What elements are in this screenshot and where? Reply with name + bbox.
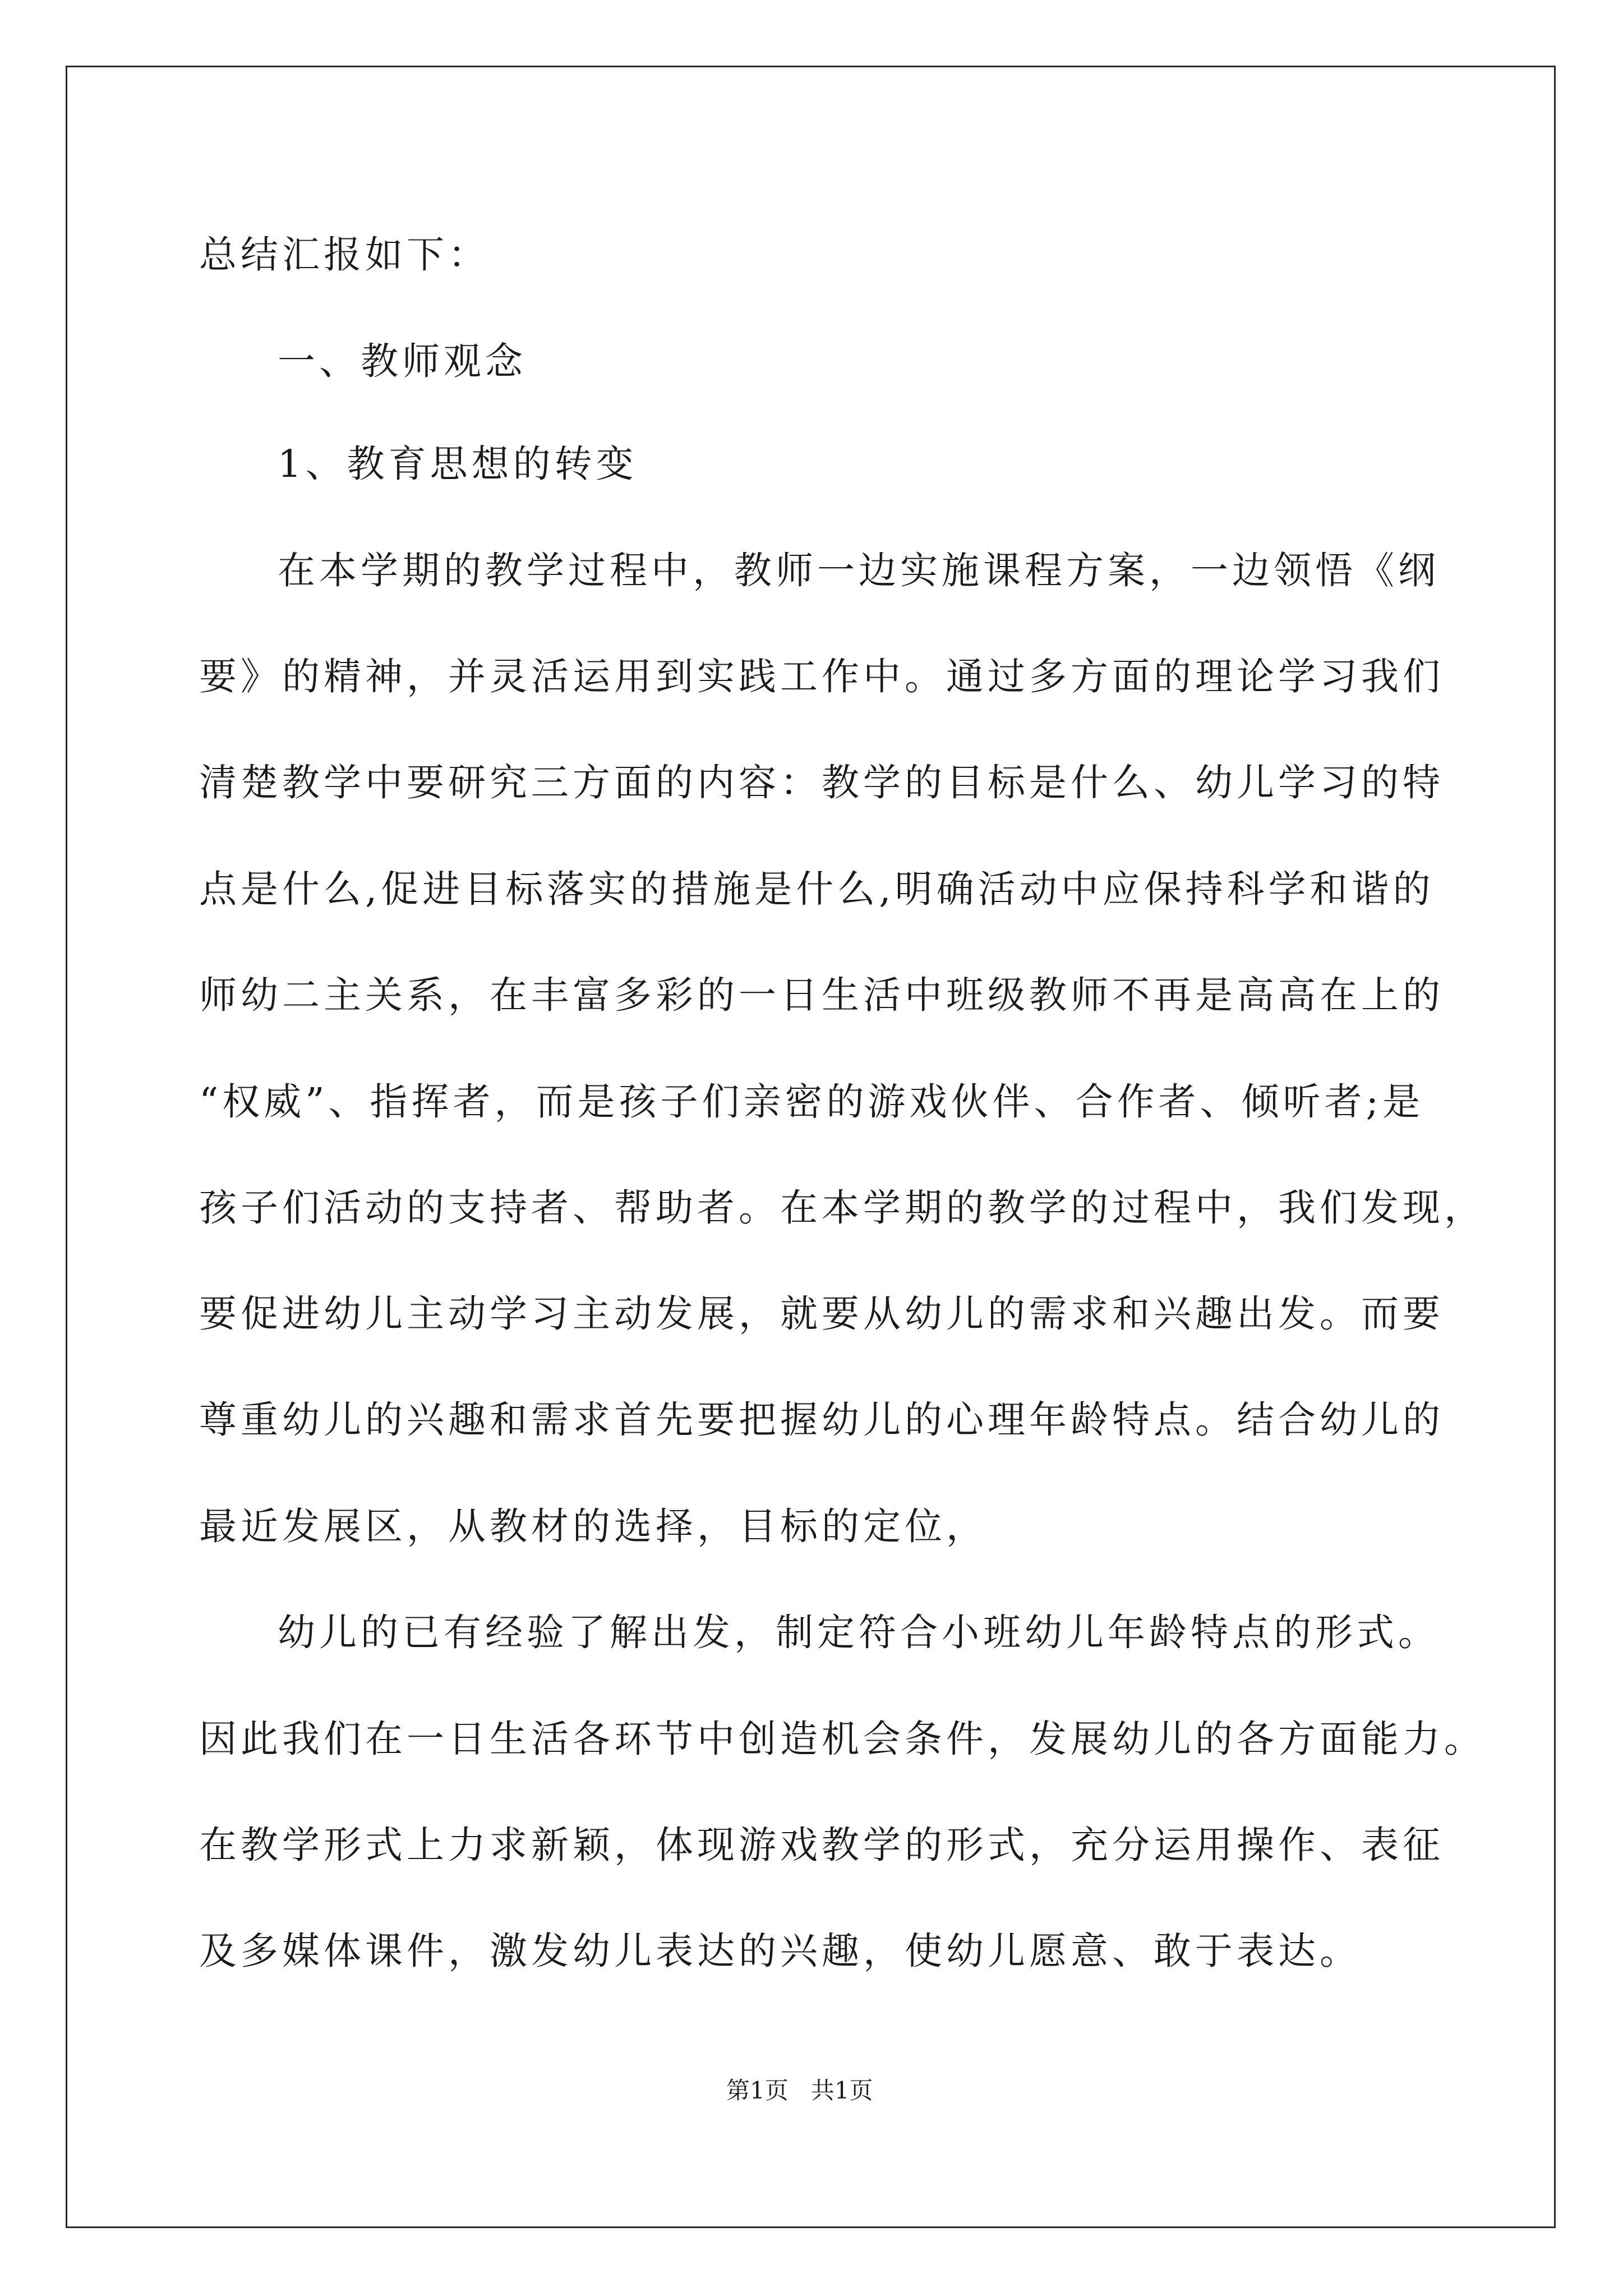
paragraph-line: 师幼二主关系，在丰富多彩的一日生活中班级教师不再是高高在上的 [199, 973, 1444, 1017]
paragraph-line: 在本学期的教学过程中，教师一边实施课程方案，一边领悟《纲 [278, 549, 1440, 592]
paragraph-line: 幼儿的已有经验了解出发，制定符合小班幼儿年龄特点的形式。 [278, 1611, 1440, 1654]
paragraph-line: 要促进幼儿主动学习主动发展，就要从幼儿的需求和兴趣出发。而要 [199, 1292, 1444, 1336]
page-border [66, 66, 1556, 2228]
paragraph-line: 因此我们在一日生活各环节中创造机会条件，发展幼儿的各方面能力。 [199, 1717, 1486, 1761]
paragraph-line: 及多媒体课件，激发幼儿表达的兴趣，使幼儿愿意、敢于表达。 [199, 1929, 1361, 1973]
paragraph-line: 在教学形式上力求新颖，体现游戏教学的形式，充分运用操作、表征 [199, 1823, 1444, 1867]
page-number-footer: 第1页 共1页 [726, 2077, 873, 2104]
paragraph-line: 点是什么,促进目标落实的措施是什么,明确活动中应保持科学和谐的 [199, 867, 1435, 911]
paragraph-line: 清楚教学中要研究三方面的内容：教学的目标是什么、幼儿学习的特 [199, 761, 1444, 804]
paragraph-line: 孩子们活动的支持者、帮助者。在本学期的教学的过程中，我们发现， [199, 1186, 1486, 1230]
paragraph-line: 要》的精神，并灵活运用到实践工作中。通过多方面的理论学习我们 [199, 655, 1444, 698]
paragraph-line: “权威”、指挥者，而是孩子们亲密的游戏伙伴、合作者、倾听者;是 [199, 1080, 1424, 1124]
paragraph-line: 总结汇报如下： [199, 233, 490, 277]
paragraph-line: 最近发展区，从教材的选择，目标的定位， [199, 1504, 988, 1548]
paragraph-line: 尊重幼儿的兴趣和需求首先要把握幼儿的心理年龄特点。结合幼儿的 [199, 1398, 1444, 1442]
section-heading: 一、教师观念 [278, 339, 527, 383]
subsection-heading: 1、教育思想的转变 [278, 442, 638, 486]
